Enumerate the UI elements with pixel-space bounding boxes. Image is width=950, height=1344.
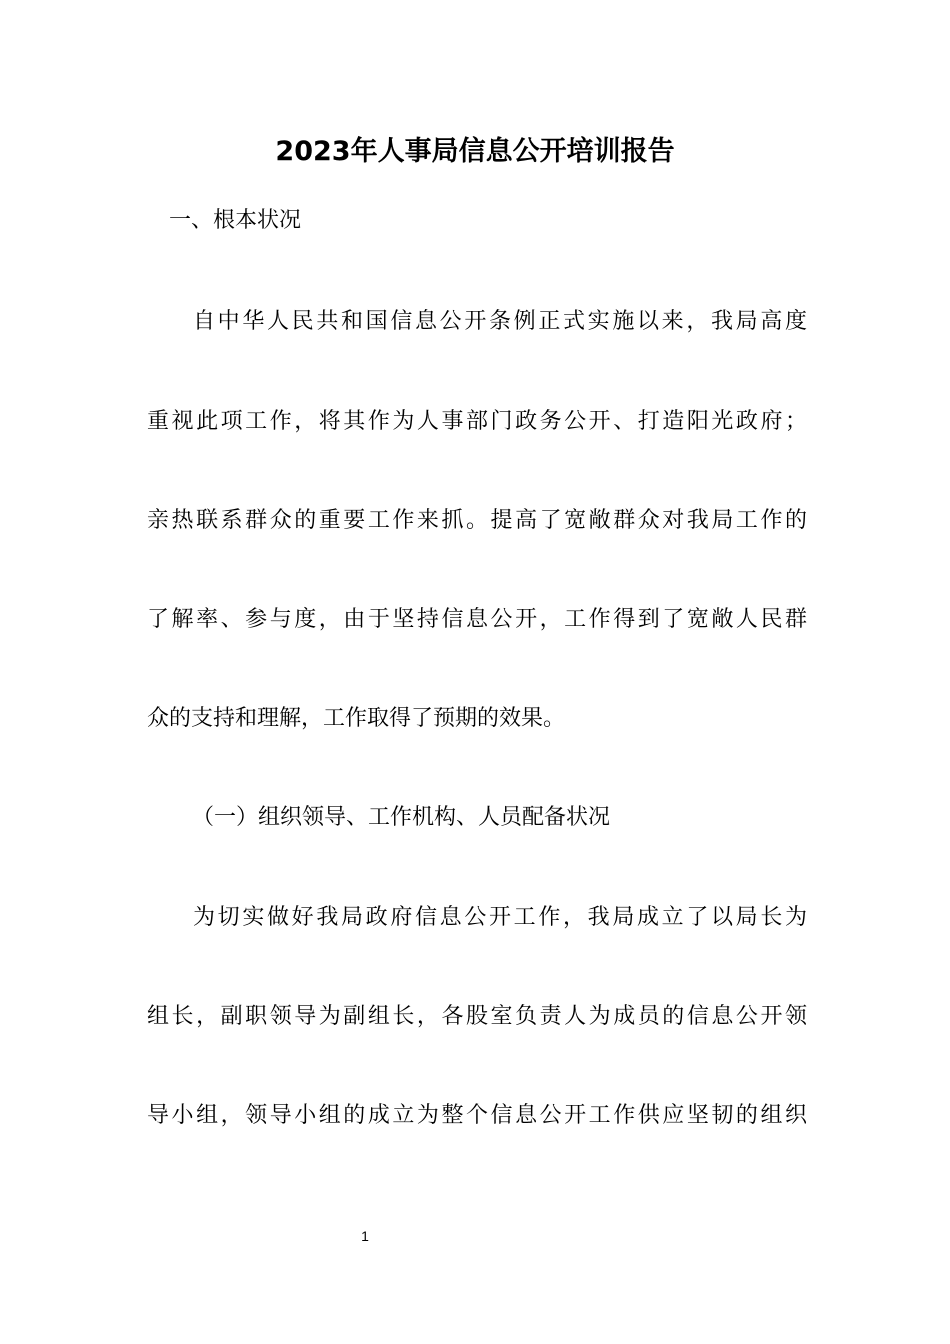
- paragraph2-line-1: 为切实做好我局政府信息公开工作，我局成立了以局长为: [193, 905, 807, 930]
- paragraph2-line-3: 导小组，领导小组的成立为整个信息公开工作供应坚韧的组织: [147, 1103, 807, 1128]
- subsection-heading: （一）组织领导、工作机构、人员配备状况: [192, 805, 611, 830]
- paragraph1-line-1: 自中华人民共和国信息公开条例正式实施以来，我局高度: [193, 309, 807, 334]
- page-number: 1: [361, 1228, 369, 1244]
- paragraph1-line-4: 了解率、参与度，由于坚持信息公开，工作得到了宽敞人民群: [147, 607, 807, 632]
- paragraph2-line-2: 组长，副职领导为副组长，各股室负责人为成员的信息公开领: [147, 1004, 807, 1029]
- document-title: 2023年人事局信息公开培训报告: [275, 136, 675, 167]
- paragraph1-line-3: 亲热联系群众的重要工作来抓。提高了宽敞群众对我局工作的: [147, 508, 807, 533]
- paragraph1-line-5: 众的支持和理解，工作取得了预期的效果。: [147, 706, 566, 731]
- paragraph1-line-2: 重视此项工作，将其作为人事部门政务公开、打造阳光政府；: [147, 409, 807, 434]
- section-heading: 一、根本状况: [169, 208, 302, 233]
